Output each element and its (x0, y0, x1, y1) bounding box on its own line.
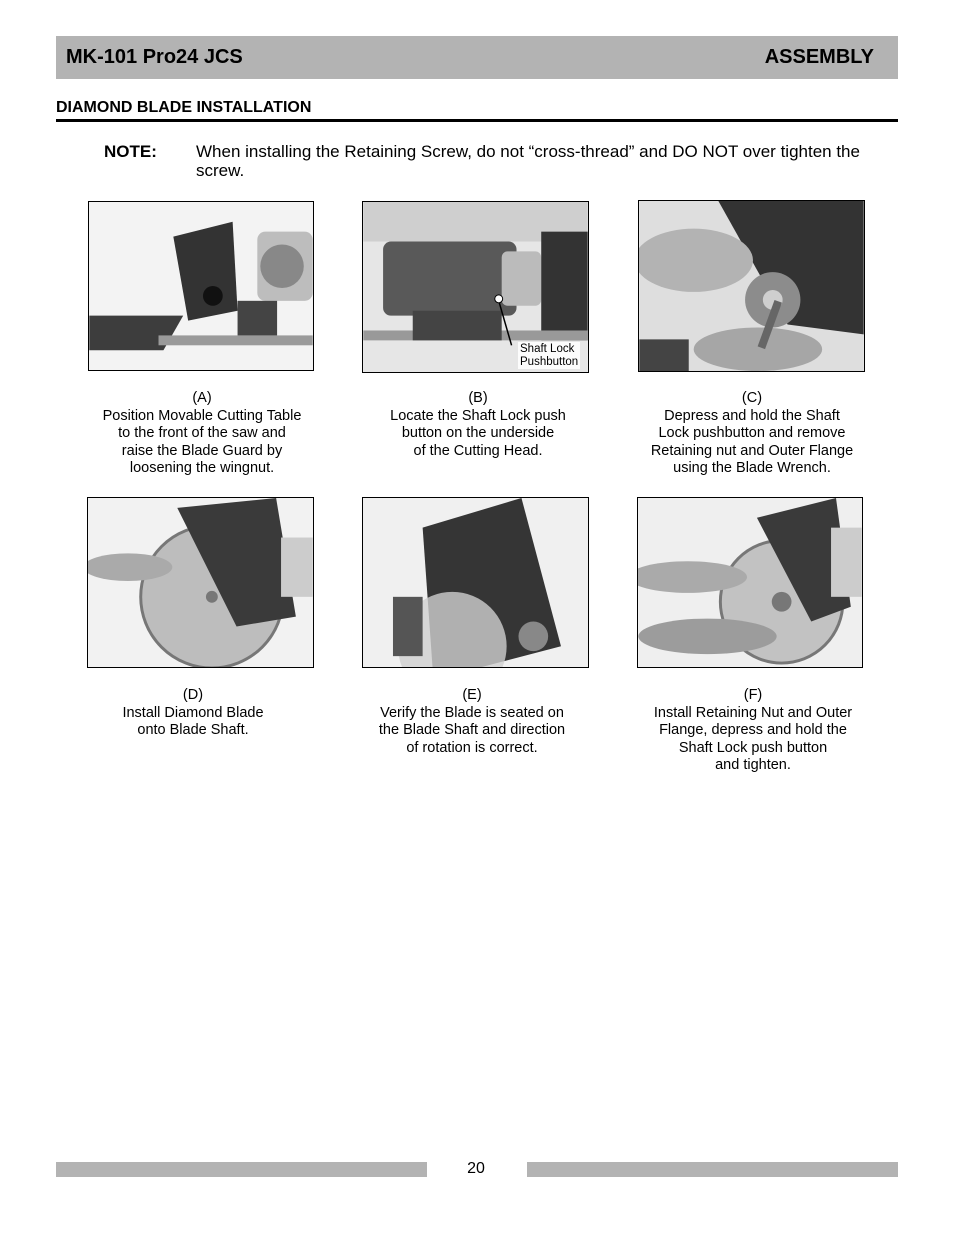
caption-line: Position Movable Cutting Table (102, 407, 302, 424)
caption-line: loosening the wingnut. (129, 460, 275, 476)
caption-letter: (A) (192, 390, 212, 406)
caption-a (87, 390, 317, 478)
caption-line: and tighten. (715, 757, 791, 773)
footer-bar-left (56, 1162, 427, 1177)
figure-c-photo (638, 200, 865, 372)
caption-line: Locate the Shaft Lock push (390, 407, 566, 424)
nut-tighten-illustration (638, 498, 862, 667)
caption-line: using the Blade Wrench. (673, 460, 831, 476)
caption-line: Lock pushbutton and remove (658, 425, 846, 441)
caption-line: Install Retaining Nut and Outer (653, 704, 853, 721)
caption-letter: (F) (743, 687, 763, 703)
figure-e-photo (362, 497, 589, 668)
caption-b (363, 390, 593, 460)
caption-e (357, 687, 587, 757)
caption-line: of rotation is correct. (406, 739, 538, 756)
figure-f-photo (637, 497, 863, 668)
saw-table-illustration (89, 202, 313, 370)
footer-bar-right (527, 1162, 898, 1177)
caption-letter: (E) (462, 687, 482, 703)
caption-line: onto Blade Shaft. (137, 722, 249, 738)
wrench-removal-illustration (639, 201, 864, 371)
caption-line: the Blade Shaft and direction (378, 722, 566, 738)
caption-line: button on the underside (401, 425, 555, 441)
page-number: 20 (467, 1160, 485, 1177)
caption-letter: (D) (182, 687, 204, 703)
caption-line: Install Diamond Blade (122, 704, 264, 721)
caption-line: to the front of the saw and (118, 425, 286, 441)
caption-line: Shaft Lock push button (678, 739, 828, 756)
caption-line: of the Cutting Head. (413, 442, 543, 459)
section-heading: ASSEMBLY (764, 46, 874, 68)
figure-b-photo (362, 201, 589, 373)
shaft-lock-callout (518, 342, 580, 369)
note-label: NOTE: (104, 142, 157, 161)
header-bar (56, 36, 898, 79)
caption-line: Flange, depress and hold the (659, 722, 847, 738)
blade-install-illustration (88, 498, 313, 667)
caption-f (638, 687, 868, 775)
caption-letter: (C) (741, 390, 763, 406)
caption-letter: (B) (468, 390, 488, 406)
caption-line: Retaining nut and Outer Flange (650, 442, 854, 459)
figure-a-photo (88, 201, 314, 371)
caption-line: Verify the Blade is seated on (380, 704, 564, 721)
caption-d (78, 687, 308, 740)
caption-line: Depress and hold the Shaft (664, 407, 840, 424)
callout-line: Pushbutton (520, 355, 579, 368)
model-title: MK-101 Pro24 JCS (66, 46, 243, 68)
note-text: When installing the Retaining Screw, do not “cross-thread” and DO NOT over tighten the screw. (196, 142, 860, 180)
figure-d-photo (87, 497, 314, 668)
caption-c (637, 390, 867, 478)
caption-line: raise the Blade Guard by (121, 442, 283, 459)
callout-line: Shaft Lock (520, 343, 575, 355)
blade-verify-illustration (363, 498, 588, 667)
section-title: DIAMOND BLADE INSTALLATION (56, 99, 898, 122)
